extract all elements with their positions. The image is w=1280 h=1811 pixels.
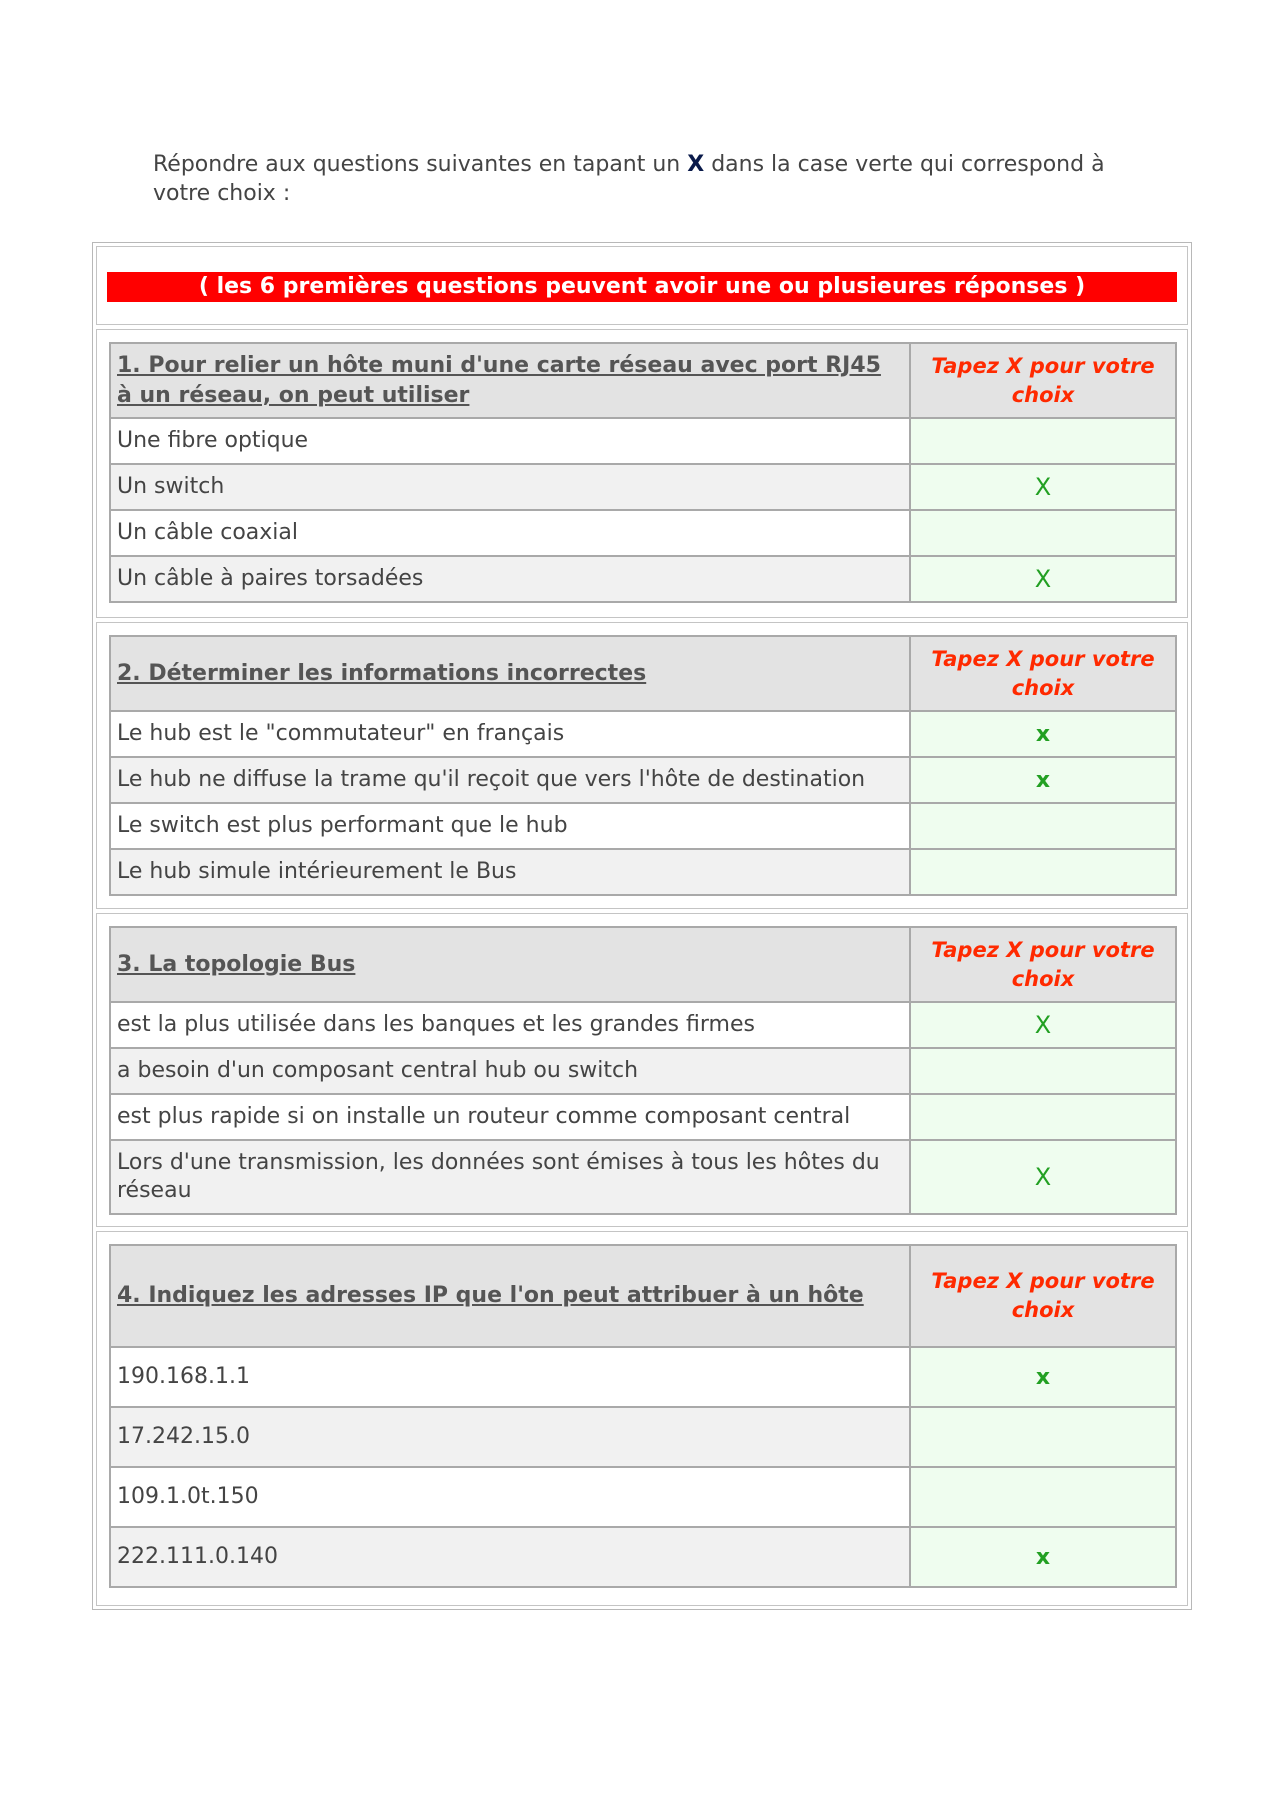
option-text: Une fibre optique <box>110 418 910 464</box>
question-block-4 <box>96 1231 1188 1606</box>
instructions-text-start: Répondre aux questions suivantes en tapant un <box>153 152 688 177</box>
answer-cell[interactable]: X <box>910 1140 1176 1214</box>
answer-cell[interactable] <box>910 1407 1176 1467</box>
option-text: Le hub simule intérieurement le Bus <box>110 849 910 895</box>
option-text: Lors d'une transmission, les données sont émises à tous les hôtes du réseau <box>110 1140 910 1214</box>
option-text: 190.168.1.1 <box>110 1347 910 1407</box>
answer-cell[interactable] <box>910 803 1176 849</box>
answer-cell[interactable]: X <box>910 464 1176 510</box>
question-block-1 <box>96 329 1188 618</box>
question-block-3 <box>96 913 1188 1227</box>
option-text: est la plus utilisée dans les banques et les grandes firmes <box>110 1002 910 1048</box>
choice-header: Tapez X pour votre choix <box>910 636 1176 711</box>
instructions-x-mark: X <box>687 152 705 177</box>
answer-cell[interactable] <box>910 1048 1176 1094</box>
answer-cell[interactable] <box>910 510 1176 556</box>
instructions <box>153 150 1143 208</box>
option-text: Le switch est plus performant que le hub <box>110 803 910 849</box>
question-table-4 <box>109 1244 1177 1588</box>
choice-header: Tapez X pour votre choix <box>910 343 1176 418</box>
instructions-banner: ( les 6 premières questions peuvent avoir une ou plusieures réponses ) <box>107 272 1177 302</box>
option-text: 17.242.15.0 <box>110 1407 910 1467</box>
instructions-text-end: dans la case verte qui correspond à votre choix : <box>153 152 1105 206</box>
option-text: Le hub est le "commutateur" en français <box>110 711 910 757</box>
option-text: 109.1.0t.150 <box>110 1467 910 1527</box>
choice-header: Tapez X pour votre choix <box>910 1245 1176 1347</box>
choice-header: Tapez X pour votre choix <box>910 927 1176 1002</box>
banner-block <box>96 246 1188 325</box>
answer-cell[interactable]: x <box>910 1527 1176 1587</box>
answer-cell[interactable]: x <box>910 711 1176 757</box>
question-title: 1. Pour relier un hôte muni d'une carte réseau avec port RJ45 à un réseau, on peut utiliser <box>110 343 910 418</box>
answer-cell[interactable] <box>910 418 1176 464</box>
option-text: a besoin d'un composant central hub ou switch <box>110 1048 910 1094</box>
answer-cell[interactable]: x <box>910 1347 1176 1407</box>
answer-cell[interactable]: X <box>910 1002 1176 1048</box>
question-block-2 <box>96 622 1188 909</box>
answer-cell[interactable]: x <box>910 757 1176 803</box>
question-table-3 <box>109 926 1177 1215</box>
question-title: 2. Déterminer les informations incorrectes <box>110 636 910 711</box>
answer-cell[interactable] <box>910 1094 1176 1140</box>
question-table-2 <box>109 635 1177 896</box>
option-text: Un câble à paires torsadées <box>110 556 910 602</box>
question-title: 4. Indiquez les adresses IP que l'on peut attribuer à un hôte <box>110 1245 910 1347</box>
option-text: est plus rapide si on installe un routeur comme composant central <box>110 1094 910 1140</box>
option-text: Un switch <box>110 464 910 510</box>
option-text: Le hub ne diffuse la trame qu'il reçoit que vers l'hôte de destination <box>110 757 910 803</box>
answer-cell[interactable] <box>910 849 1176 895</box>
question-title: 3. La topologie Bus <box>110 927 910 1002</box>
option-text: Un câble coaxial <box>110 510 910 556</box>
option-text: 222.111.0.140 <box>110 1527 910 1587</box>
answer-cell[interactable] <box>910 1467 1176 1527</box>
answer-cell[interactable]: X <box>910 556 1176 602</box>
question-table-1 <box>109 342 1177 603</box>
